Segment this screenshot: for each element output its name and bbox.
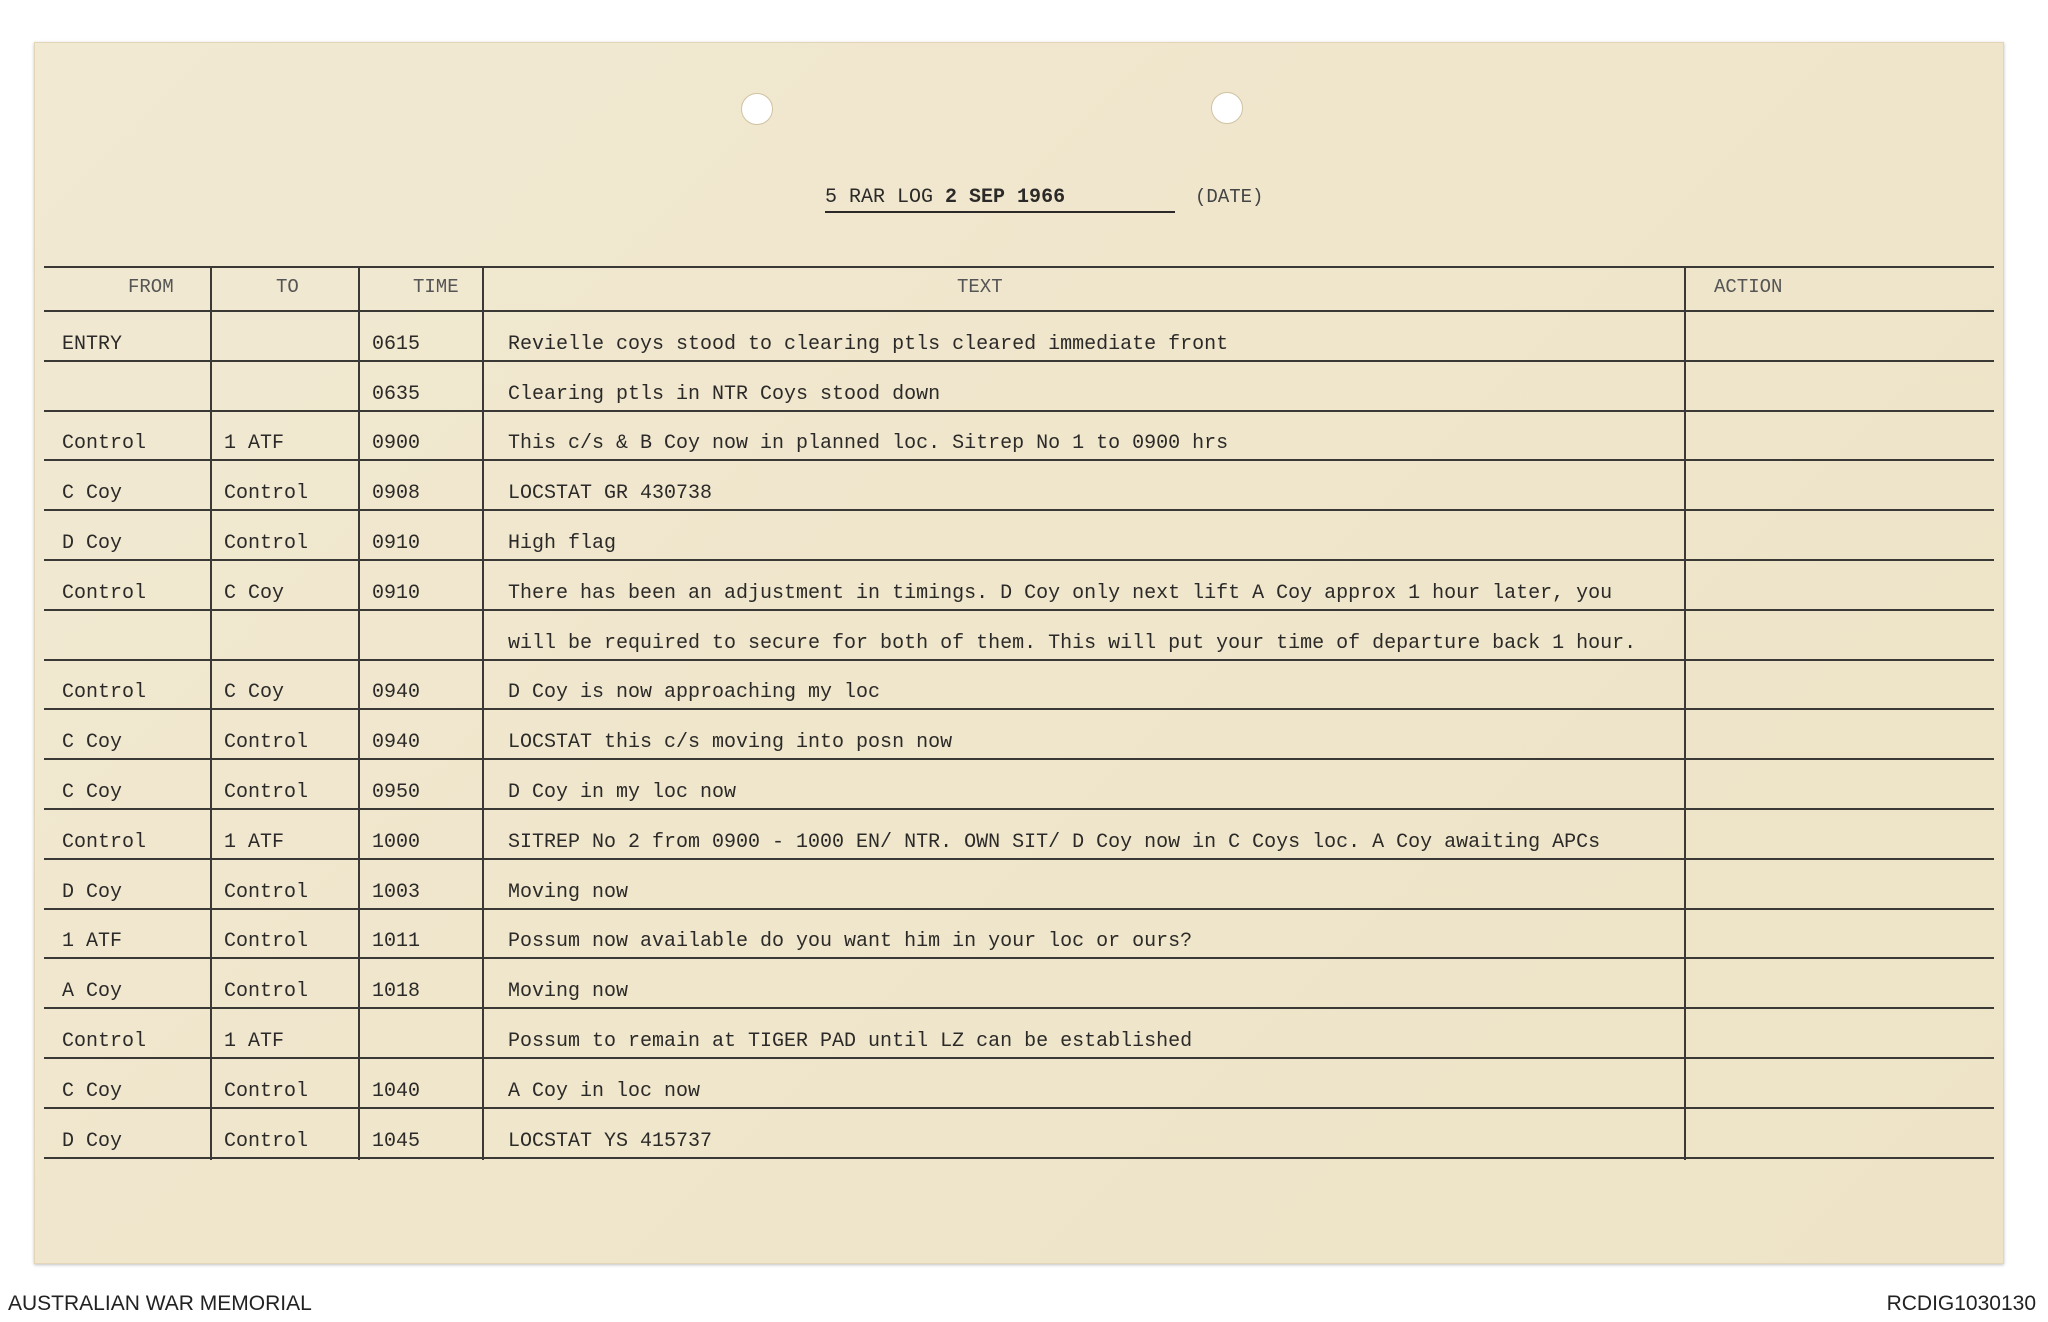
row-to: C Coy — [224, 681, 285, 705]
row-time: 0615 — [372, 332, 421, 356]
row-time: 0635 — [372, 382, 421, 406]
row-text: Possum now available do you want him in your loc or ours? — [508, 930, 1193, 954]
table-row — [44, 412, 1994, 462]
row-time: 0940 — [372, 681, 421, 705]
row-time: 1018 — [372, 980, 421, 1004]
row-text: There has been an adjustment in timings. D Coy only next lift A Coy approx 1 hour later, you — [508, 581, 1613, 605]
row-from: Control — [62, 432, 147, 456]
header-action: ACTION — [1714, 276, 1783, 298]
table-row — [44, 910, 1994, 960]
table-row — [44, 1009, 1994, 1059]
row-time: 1045 — [372, 1129, 421, 1153]
row-text: SITREP No 2 from 0900 - 1000 EN/ NTR. OWN SIT/ D Coy now in C Coys loc. A Coy awaiting APCs — [508, 830, 1601, 854]
row-time: 1011 — [372, 930, 421, 954]
row-to: C Coy — [224, 581, 285, 605]
row-to: Control — [224, 531, 309, 555]
row-text: Clearing ptls in NTR Coys stood down — [508, 382, 941, 406]
table-header-row — [44, 266, 1994, 312]
punch-hole — [741, 93, 773, 125]
footer-id: RCDIG1030130 — [1886, 1292, 2036, 1315]
row-text: A Coy in loc now — [508, 1079, 701, 1103]
date-label: (DATE) — [1195, 186, 1264, 208]
row-time: 0900 — [372, 432, 421, 456]
row-text: Revielle coys stood to clearing ptls cleared immediate front — [508, 332, 1229, 356]
row-from: D Coy — [62, 1129, 123, 1153]
row-text: Moving now — [508, 980, 629, 1004]
row-text: High flag — [508, 531, 617, 555]
row-from: C Coy — [62, 731, 123, 755]
row-time: 0950 — [372, 780, 421, 804]
row-to: Control — [224, 482, 309, 506]
log-header — [825, 186, 1263, 213]
row-from: D Coy — [62, 531, 123, 555]
row-text: LOCSTAT this c/s moving into posn now — [508, 731, 953, 755]
row-text: Possum to remain at TIGER PAD until LZ can be established — [508, 1029, 1193, 1053]
table-row — [44, 959, 1994, 1009]
row-time: 1003 — [372, 880, 421, 904]
log-table — [44, 266, 1994, 1159]
table-row — [44, 461, 1994, 511]
header-text: TEXT — [957, 276, 1003, 298]
row-from: Control — [62, 1029, 147, 1053]
row-to: 1 ATF — [224, 1029, 285, 1053]
row-to: 1 ATF — [224, 432, 285, 456]
header-from: FROM — [128, 276, 174, 298]
row-to: Control — [224, 780, 309, 804]
row-time: 0908 — [372, 482, 421, 506]
table-row — [44, 611, 1994, 661]
row-text: D Coy is now approaching my loc — [508, 681, 881, 705]
table-row — [44, 1109, 1994, 1159]
row-from: A Coy — [62, 980, 123, 1004]
row-to: Control — [224, 880, 309, 904]
table-row — [44, 760, 1994, 810]
row-from: Control — [62, 681, 147, 705]
row-from: C Coy — [62, 482, 123, 506]
log-title-date: 2 SEP 1966 — [945, 186, 1066, 209]
table-row — [44, 860, 1994, 910]
table-row — [44, 710, 1994, 760]
row-time: 0910 — [372, 531, 421, 555]
row-time: 0910 — [372, 581, 421, 605]
header-time: TIME — [413, 276, 459, 298]
row-from: Control — [62, 830, 147, 854]
table-row — [44, 1059, 1994, 1109]
punch-hole — [1211, 92, 1243, 124]
row-from: Control — [62, 581, 147, 605]
table-row — [44, 511, 1994, 561]
table-row — [44, 362, 1994, 412]
footer-credit: AUSTRALIAN WAR MEMORIAL — [8, 1292, 312, 1315]
log-title — [825, 186, 1175, 213]
row-from: ENTRY — [62, 332, 123, 356]
row-from: 1 ATF — [62, 930, 123, 954]
row-text: will be required to secure for both of them. This will put your time of departure back 1 hour. — [508, 631, 1637, 655]
row-text: LOCSTAT GR 430738 — [508, 482, 713, 506]
row-time: 1000 — [372, 830, 421, 854]
table-row — [44, 312, 1994, 362]
row-from: C Coy — [62, 1079, 123, 1103]
row-time: 0940 — [372, 731, 421, 755]
header-to: TO — [276, 276, 299, 298]
row-to: Control — [224, 930, 309, 954]
row-to: 1 ATF — [224, 830, 285, 854]
row-text: Moving now — [508, 880, 629, 904]
row-time: 1040 — [372, 1079, 421, 1103]
row-text: LOCSTAT YS 415737 — [508, 1129, 713, 1153]
row-to: Control — [224, 1079, 309, 1103]
row-from: D Coy — [62, 880, 123, 904]
row-to: Control — [224, 980, 309, 1004]
log-title-prefix: 5 RAR LOG — [825, 186, 934, 209]
row-text: This c/s & B Coy now in planned loc. Sitrep No 1 to 0900 hrs — [508, 432, 1229, 456]
table-row — [44, 561, 1994, 611]
row-to: Control — [224, 731, 309, 755]
table-row — [44, 810, 1994, 860]
row-from: C Coy — [62, 780, 123, 804]
row-text: D Coy in my loc now — [508, 780, 737, 804]
row-to: Control — [224, 1129, 309, 1153]
table-row — [44, 661, 1994, 711]
